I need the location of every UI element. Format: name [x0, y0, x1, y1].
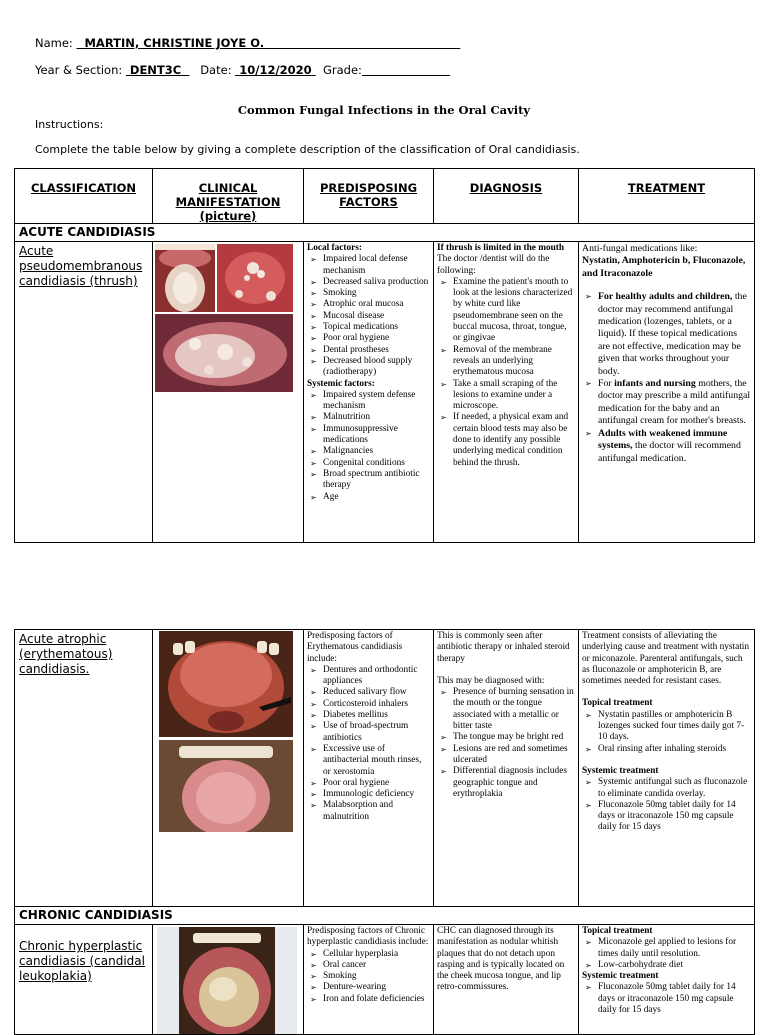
list-item: ➢ Lesions are red and sometimes ulcerated: [453, 744, 575, 767]
instructions-text: Complete the table below by giving a complete description of the classification of Oral candidiasis.: [35, 143, 580, 156]
predisposing-cell: [304, 242, 434, 543]
table-row: [15, 630, 755, 907]
list-item: ➢ Diabetes mellitus: [323, 710, 430, 721]
list-item: ➢ Impaired system defense mechanism: [323, 390, 430, 413]
predisposing-intro: Predisposing factors of Chronic hyperplastic candidiasis include:: [307, 926, 429, 948]
treatment-intro: Treatment consists of alleviating the underlying cause and treatment with nystatin or miconazole. Parenteral antifungals, such as fluconazole or amphotericin B, are sometimes needed for resistant cases.: [582, 631, 750, 687]
col-header-treatment: TREATMENT: [579, 169, 755, 224]
topical-treatment-title: Topical treatment: [582, 926, 653, 936]
list-item: ➢ For infants and nursing mothers, the doctor may prescribe a mild antifungal medication for the baby and an antifungal cream for mother's breasts.: [598, 378, 751, 428]
list-item: ➢ Miconazole gel applied to lesions for times daily until resolution.: [598, 937, 751, 960]
document-title: Common Fungal Infections in the Oral Cavity: [237, 103, 531, 117]
treatment-intro: Anti-fungal medications like:: [582, 243, 698, 254]
diagnosis-intro: This is commonly seen after antibiotic therapy or inhaled steroid therapy: [437, 631, 570, 664]
col-header-predisposing: PREDISPOSING FACTORS: [304, 169, 434, 224]
section-chronic: CHRONIC CANDIDIASIS: [15, 907, 755, 925]
systemic-treatment-title: Systemic treatment: [582, 971, 659, 982]
list-item: ➢ Oral cancer: [323, 960, 430, 971]
list-item: ➢ Nystatin pastilles or amphotericin B lozenges sucked four times daily got 7-10 days.: [598, 710, 751, 744]
col-header-classification: CLASSIFICATION: [15, 169, 153, 224]
list-item: ➢ Immunologic deficiency: [323, 789, 430, 800]
diagnosis-title: If thrush is limited in the mouth: [437, 243, 565, 253]
name-label: Name:: [35, 36, 73, 50]
list-item: ➢ Impaired local defense mechanism: [323, 254, 430, 277]
treatment-cell: [579, 242, 755, 543]
year-label: Year & Section:: [35, 63, 123, 77]
list-item: ➢ Excessive use of antibacterial mouth rinses, or xerostomia: [323, 744, 430, 778]
treatment-drugs: Nystatin, Amphotericin b, Fluconazole, and Itraconazole: [582, 255, 746, 279]
systemic-treatment-title: Systemic treatment: [582, 765, 659, 776]
list-item: ➢ Broad spectrum antibiotic therapy: [323, 469, 430, 492]
grade-label: Grade:: [323, 63, 362, 77]
list-item: ➢ Dentures and orthodontic appliances: [323, 665, 430, 688]
list-item: ➢ Smoking: [323, 288, 430, 299]
tongue-erythematous-photo: [159, 740, 293, 832]
list-item: ➢ Presence of burning sensation in the mouth or the tongue associated with a metallic or bitter taste: [453, 687, 575, 732]
instructions-label: Instructions:: [35, 118, 104, 131]
list-item: ➢ Iron and folate deficiencies: [323, 994, 430, 1005]
list-item: ➢ Dental prostheses: [323, 345, 430, 356]
local-factors-title: Local factors:: [307, 243, 362, 253]
list-item: ➢ Corticosteroid inhalers: [323, 699, 430, 710]
treatment-list: [582, 291, 751, 465]
list-item: ➢ Adults with weakened immune systems, the doctor will recommend antifungal medication.: [598, 428, 751, 465]
list-item: ➢ Examine the patient's mouth to look at the lesions characterized by white curd like pseudomembrane seen on the buccal mucosa, throat, tongue, or gingivae: [453, 277, 575, 345]
clinical-picture-cell: [153, 242, 304, 543]
tongue-hyperplastic-photo: [157, 927, 297, 1035]
list-item: ➢ Reduced salivary flow: [323, 687, 430, 698]
clinical-picture-cell: [153, 630, 304, 907]
list-item: ➢ Malnutrition: [323, 412, 430, 423]
diagnosis-intro: The doctor /dentist will do the following:: [437, 254, 550, 276]
topical-treatment-list: [582, 710, 751, 755]
table-row: [15, 925, 755, 1035]
name-value: MARTIN, CHRISTINE JOYE O.: [84, 36, 265, 50]
list-item: ➢ Malabsorption and malnutrition: [323, 800, 430, 823]
section-acute: ACUTE CANDIDIASIS: [15, 224, 755, 242]
list-item: ➢ Denture-wearing: [323, 982, 430, 993]
list-item: ➢ Malignancies: [323, 446, 430, 457]
table-row: [15, 242, 755, 543]
year-value: DENT3C: [129, 63, 182, 77]
list-item: ➢ For healthy adults and children, the doctor may recommend antifungal medication (lozenges, tablets, or a liquid). If these topical medications are not effective, medication may be given that works throughout your body.: [598, 291, 751, 378]
palate-erythematous-photo: [159, 631, 293, 737]
acute-table: [14, 168, 755, 543]
col-header-clinical: CLINICAL MANIFESTATION (picture): [153, 169, 304, 224]
diagnosis-cell: [434, 630, 579, 907]
list-item: ➢ The tongue may be bright red: [453, 732, 575, 743]
treatment-cell: [579, 630, 755, 907]
list-item: ➢ Systemic antifungal such as fluconazole to eliminate candida overlay.: [598, 777, 751, 800]
list-item: ➢ Fluconazole 50mg tablet daily for 14 days or itraconazole 150 mg capsule daily for 15 days: [598, 982, 751, 1016]
list-item: ➢ Decreased blood supply (radiotherapy): [323, 356, 430, 379]
list-item: ➢ Atrophic oral mucosa: [323, 299, 430, 310]
list-item: ➢ Cellular hyperplasia: [323, 949, 430, 960]
list-item: ➢ Mucosal disease: [323, 311, 430, 322]
classification-cell: Acute pseudomembranous candidiasis (thrush): [15, 242, 153, 543]
predisposing-list: [307, 949, 430, 1005]
buccal-mucosa-thrush-photo: [155, 314, 293, 392]
list-item: ➢ Low-carbohydrate diet: [598, 960, 751, 971]
clinical-picture-cell: [153, 925, 304, 1035]
predisposing-cell: [304, 630, 434, 907]
predisposing-list: [307, 665, 430, 823]
date-label: Date:: [200, 63, 232, 77]
list-item: ➢ Removal of the membrane reveals an underlying erythematous mucosa: [453, 345, 575, 379]
diagnosis-list: [437, 687, 575, 800]
systemic-factors-list: [307, 390, 430, 503]
systemic-treatment-list: [582, 982, 751, 1016]
local-factors-list: [307, 254, 430, 378]
list-item: ➢ Take a small scraping of the lesions to examine under a microscope.: [453, 379, 575, 413]
col-header-diagnosis: DIAGNOSIS: [434, 169, 579, 224]
list-item: ➢ Oral rinsing after inhaling steroids: [598, 744, 751, 755]
predisposing-cell: [304, 925, 434, 1035]
diagnosis-list: [437, 277, 575, 469]
date-value: 10/12/2020: [239, 63, 312, 77]
diagnosis-cell: [434, 925, 579, 1035]
predisposing-intro: Predisposing factors of Erythematous candidiasis include:: [307, 631, 403, 664]
systemic-treatment-list: [582, 777, 751, 833]
list-item: ➢ Topical medications: [323, 322, 430, 333]
list-item: ➢ Differential diagnosis includes geographic tongue and erythroplakia: [453, 766, 575, 800]
diagnosis-intro-2: This may be diagnosed with:: [437, 675, 545, 686]
name-line: [35, 36, 460, 50]
grade-value: [362, 63, 450, 77]
list-item: ➢ Use of broad-spectrum antibiotics: [323, 721, 430, 744]
list-item: ➢ Smoking: [323, 971, 430, 982]
list-item: ➢ If needed, a physical exam and certain blood tests may also be done to identify any possible underlying medical condition behind the thrush.: [453, 412, 575, 468]
diagnosis-cell: [434, 242, 579, 543]
classification-cell: Acute atrophic (erythematous) candidiasis.: [15, 630, 153, 907]
systemic-factors-title: Systemic factors:: [307, 378, 375, 389]
topical-treatment-list: [582, 937, 751, 971]
list-item: ➢ Fluconazole 50mg tablet daily for 14 days or itraconazole 150 mg capsule daily for 15 days: [598, 800, 751, 834]
classification-cell: Chronic hyperplastic candidiasis (candidal leukoplakia): [15, 925, 153, 1035]
list-item: ➢ Decreased saliva production: [323, 277, 430, 288]
tongue-thrush-photo: [155, 244, 215, 312]
list-item: ➢ Congenital conditions: [323, 458, 430, 469]
topical-treatment-title: Topical treatment: [582, 698, 653, 709]
treatment-cell: [579, 925, 755, 1035]
list-item: ➢ Poor oral hygiene: [323, 778, 430, 789]
list-item: ➢ Age: [323, 492, 430, 503]
palate-thrush-photo: [217, 244, 293, 312]
list-item: ➢ Poor oral hygiene: [323, 333, 430, 344]
list-item: ➢ Immunosuppressive medications: [323, 424, 430, 447]
acute-atrophic-chronic-table: [14, 629, 755, 1035]
year-date-line: [35, 63, 450, 77]
diagnosis-text: CHC can diagnosed through its manifestation as nodular whitish plaques that do not detach upon rasping and is typically located on the cheek mucosa tongue, and lip retro-commissures.: [437, 926, 565, 993]
